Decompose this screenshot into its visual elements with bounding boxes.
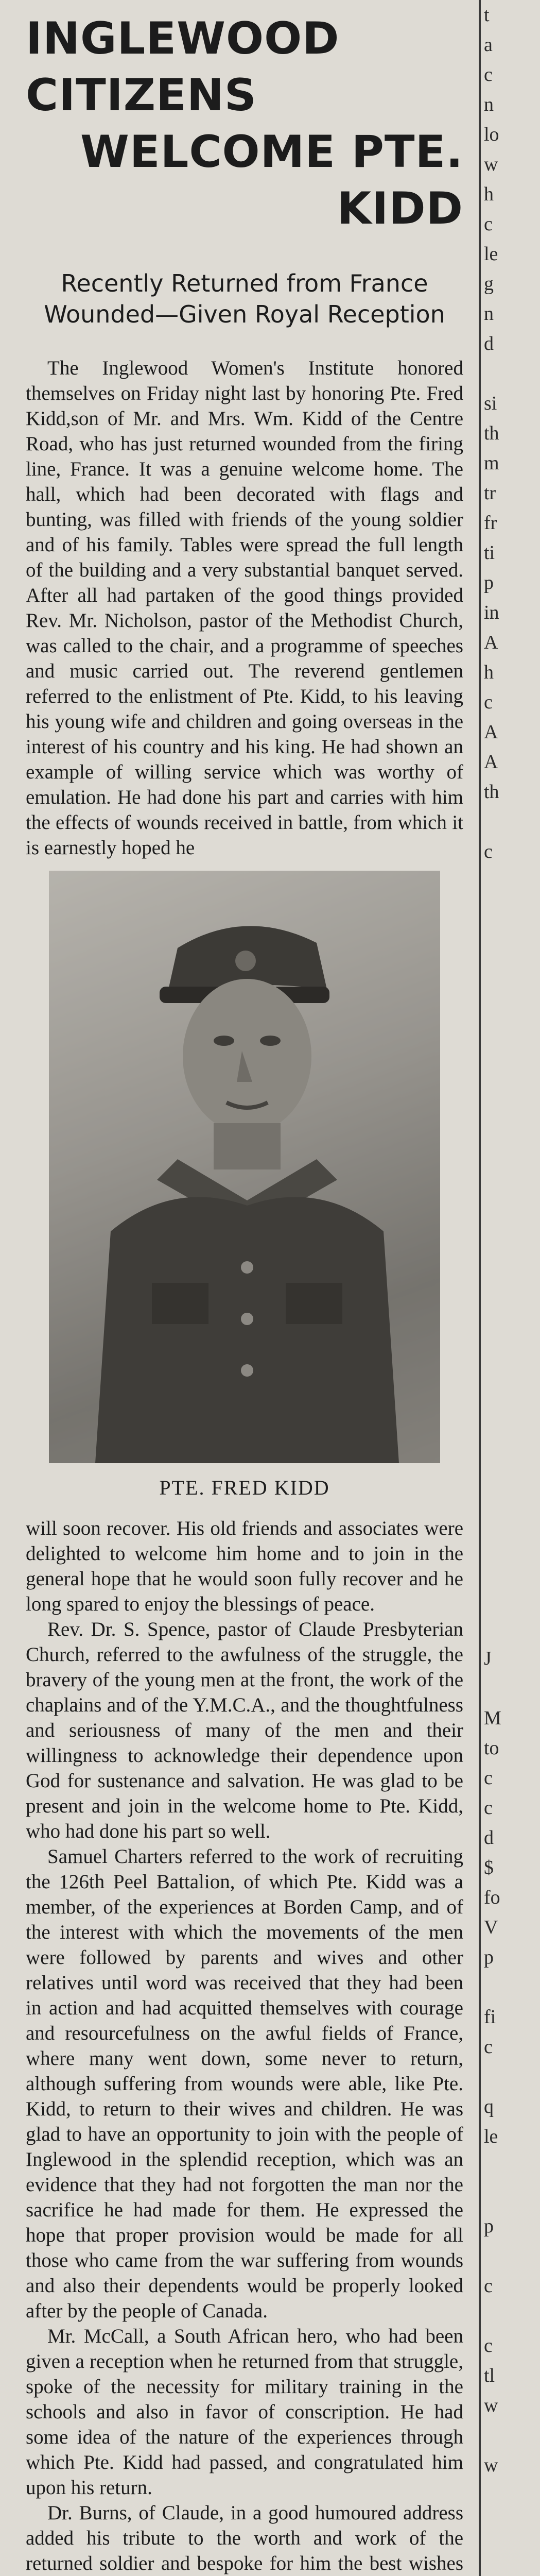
edge-fragment: [484, 1046, 540, 1076]
edge-fragment: [484, 1136, 540, 1165]
edge-fragment: n: [484, 94, 494, 115]
edge-fragment: w: [484, 154, 498, 175]
paragraph: Samuel Charters referred to the work of recruiting the 126th Peel Battalion, of which Pte. Kidd was a member, of the experiences at Borden Camp, and of the interest with which the movements of the men were followed by parents and wives and other relatives until word was received that they had been in action and had acquitted themselves with courage and resourcefulness on the awful fields of France, where many went down, some never to return, although suffering from wounds were able, like Pte. Kidd, to return to their wives and children. He was glad to have an opportunity to join with the people of Inglewood in the splendid reception, which was an evidence that they had not forgotten the man nor the sacrifice he had made for them. He expressed the hope that proper provision would be made for all those who came from the war suffering from wounds and also their dependents would be properly looked after by the people of Canada.: [26, 1845, 463, 2322]
edge-fragment: a: [484, 34, 493, 56]
article-body-bottom: [26, 1516, 463, 2576]
edge-fragment: to: [484, 1737, 499, 1759]
edge-fragment: d: [484, 1827, 494, 1849]
edge-fragment: [484, 2151, 540, 2181]
edge-fragment: [484, 1375, 540, 1404]
edge-fragment: [484, 1554, 540, 1584]
edge-fragment: g: [484, 273, 494, 295]
edge-fragment: tr: [484, 482, 496, 504]
edge-fragment: [484, 2062, 540, 2092]
edge-fragment: c: [484, 691, 493, 713]
edge-fragment: [484, 1076, 540, 1106]
edge-fragment: th: [484, 781, 499, 803]
edge-fragment: c: [484, 64, 493, 86]
edge-fragment: c: [484, 1797, 493, 1819]
edge-fragment: [484, 1165, 540, 1195]
edge-fragment: [484, 2241, 540, 2271]
edge-fragment: [484, 1972, 540, 2002]
edge-fragment: w: [484, 2395, 498, 2416]
edge-fragment: fr: [484, 512, 497, 534]
column-divider: [479, 0, 481, 2576]
edge-fragment: $: [484, 1857, 494, 1878]
edge-fragment: [484, 1106, 540, 1136]
article-body-top: [26, 355, 463, 860]
edge-fragment: q: [484, 2096, 494, 2117]
edge-fragment: [484, 1345, 540, 1375]
edge-fragment: [484, 986, 540, 1016]
edge-fragment: [484, 1195, 540, 1225]
edge-fragment: A: [484, 751, 498, 773]
edge-fragment: [484, 1673, 540, 1703]
paragraph: Dr. Burns, of Claude, in a good humoured address added his tribute to the worth and work of the returned soldier and bespoke for him the best wishes: [26, 2502, 463, 2574]
edge-fragment: A: [484, 721, 498, 743]
soldier-portrait-photo: [49, 871, 440, 1463]
edge-fragment: c: [484, 1767, 493, 1789]
paragraph: Mr. McCall, a South African hero, who had been given a reception when he returned from that struggle, spoke of the necessity for military training in the schools and also in favor of conscription. He had some idea of the nature of the experiences through which Pte. Kidd had passed, and congratulated him upon his return.: [26, 2325, 463, 2499]
edge-fragment: [484, 896, 540, 926]
edge-fragment: [484, 1016, 540, 1046]
edge-fragment: [484, 359, 540, 388]
edge-fragment: c: [484, 2335, 493, 2357]
edge-fragment: p: [484, 2215, 494, 2237]
article-deck: Recently Returned from France Wounded—Given Royal Reception: [44, 269, 445, 328]
paragraph: Rev. Dr. S. Spence, pastor of Claude Presbyterian Church, referred to the awfulness of the struggle, the bravery of the young men at the front, the work of the chaplains and of the Y.M.C.A., and the thoughtfulness and seriousness of many of the men and their willingness to acknowledge their dependence upon God for sustenance and salvation. He was glad to be present and join in the welcome home to Pte. Kidd, who had done his part so well.: [26, 1618, 463, 1842]
edge-fragment: [484, 2181, 540, 2211]
edge-fragment: c: [484, 213, 493, 235]
edge-fragment: [484, 1524, 540, 1554]
adjacent-column-fragment: [484, 0, 540, 2576]
edge-fragment: le: [484, 2126, 498, 2147]
edge-fragment: h: [484, 183, 494, 205]
edge-fragment: [484, 1285, 540, 1315]
headline-line-2: WELCOME PTE. KIDD: [80, 126, 463, 234]
edge-fragment: [484, 1494, 540, 1524]
edge-fragment: [484, 2540, 540, 2570]
edge-fragment: [484, 2420, 540, 2450]
edge-fragment: th: [484, 422, 499, 444]
edge-fragment: [484, 2480, 540, 2510]
edge-fragment: [484, 1255, 540, 1285]
edge-fragment: A: [484, 632, 498, 653]
edge-fragment: [484, 2301, 540, 2331]
edge-fragment: [484, 1404, 540, 1434]
edge-fragment: fi: [484, 2006, 496, 2028]
edge-fragment: tl: [484, 2365, 495, 2386]
edge-fragment: [484, 1614, 540, 1643]
edge-fragment: [484, 807, 540, 837]
edge-fragment: [484, 867, 540, 896]
article-column: [21, 0, 468, 2576]
edge-fragment: t: [484, 4, 490, 26]
edge-fragment: [484, 1315, 540, 1345]
edge-fragment: c: [484, 841, 493, 862]
edge-fragment: [484, 1584, 540, 1614]
edge-fragment: h: [484, 662, 494, 683]
edge-fragment: le: [484, 243, 498, 265]
portrait-illustration: [49, 871, 440, 1463]
edge-fragment: V: [484, 1917, 498, 1938]
edge-fragment: si: [484, 393, 497, 414]
edge-fragment: [484, 2570, 540, 2576]
edge-fragment: d: [484, 333, 494, 354]
edge-fragment: w: [484, 2454, 498, 2476]
edge-fragment: lo: [484, 124, 499, 145]
edge-fragment: m: [484, 452, 499, 474]
edge-fragment: [484, 1225, 540, 1255]
edge-fragment: M: [484, 1707, 501, 1729]
edge-fragment: [484, 1434, 540, 1464]
edge-fragment: [484, 956, 540, 986]
edge-fragment: ti: [484, 542, 495, 564]
edge-fragment: J: [484, 1648, 492, 1669]
paragraph: will soon recover. His old friends and associates were delighted to welcome him home and to join in the general hope that he would soon fully recover and he long spared to enjoy the blessings of peace.: [26, 1517, 463, 1615]
edge-fragment: in: [484, 602, 499, 623]
edge-fragment: p: [484, 572, 494, 594]
edge-fragment: n: [484, 303, 494, 325]
photo-caption: PTE. FRED KIDD: [159, 1476, 330, 1499]
edge-fragment: [484, 1464, 540, 1494]
edge-fragment: c: [484, 2036, 493, 2058]
edge-fragment: [484, 2510, 540, 2540]
paragraph: The Inglewood Women's Institute honored themselves on Friday night last by honoring Pte. Fred Kidd,son of Mr. and Mrs. Wm. Kidd of the Centre Road, who has just returned wounded from the firing line, France. It was a genuine welcome home. The hall, which had been decorated with flags and bunting, was filled with friends of the young soldier and of his family. Tables were spread the full length of the building and a very substantial banquet served. After all had partaken of the good things provided Rev. Mr. Nicholson, pastor of the Methodist Church, was called to the chair, and a programme of speeches and music carried out. The reverend gentlemen referred to the enlistment of Pte. Kidd, to his leaving his young wife and children and going overseas in the interest of his country and his king. He had shown an example of willing service which was worthy of emulation. He had done his part and carries with him the effects of wounds received in battle, from which it is earnestly hoped he: [26, 357, 463, 859]
edge-fragment: fo: [484, 1887, 500, 1908]
headline-line-1: INGLEWOOD CITIZENS: [26, 13, 340, 121]
edge-fragment: c: [484, 2275, 493, 2297]
edge-fragment: [484, 926, 540, 956]
edge-fragment: p: [484, 1946, 494, 1968]
